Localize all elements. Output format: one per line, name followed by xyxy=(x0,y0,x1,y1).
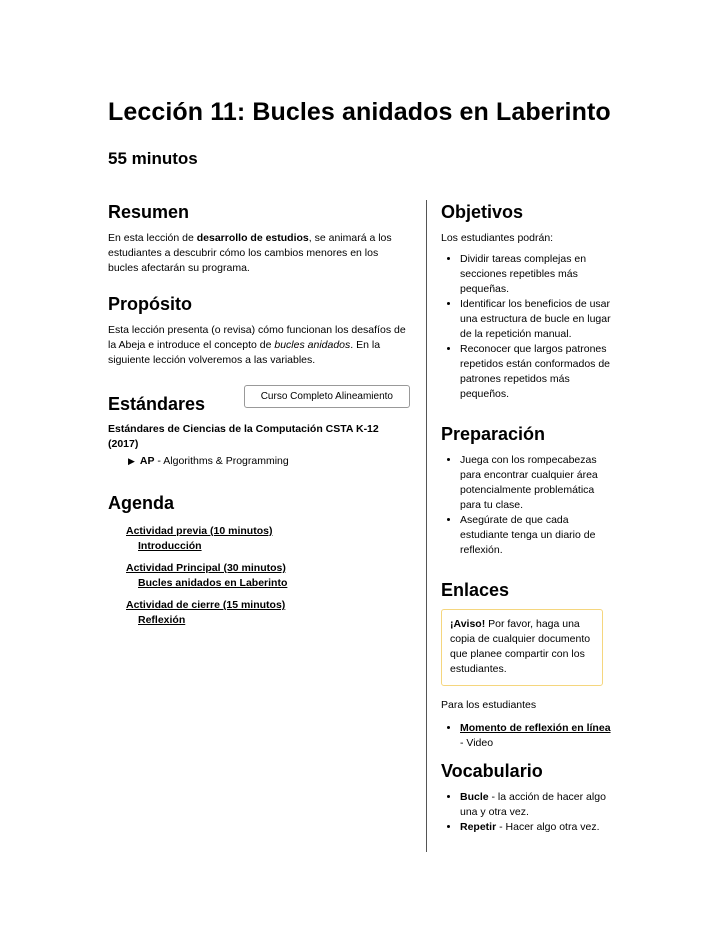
summary-heading: Resumen xyxy=(108,202,190,222)
list-item: • Dividir tareas complejas en secciones repetibles más pequeñas. xyxy=(460,252,611,297)
standards-framework: Estándares de Ciencias de la Computación CSTA K-12 (2017) xyxy=(108,423,379,450)
column-divider xyxy=(426,200,427,852)
list-item: • Asegúrate de que cada estudiante tenga un diario de reflexión. xyxy=(460,513,611,558)
preparation-list xyxy=(441,453,611,558)
purpose-section xyxy=(108,292,410,368)
standards-heading: Estándares xyxy=(108,394,206,414)
purpose-heading: Propósito xyxy=(108,294,192,314)
vocabulary-heading: Vocabulario xyxy=(441,761,543,781)
objectives-list xyxy=(441,252,611,402)
left-column xyxy=(108,200,410,644)
course-alignment-button[interactable]: Curso Completo Alineamiento xyxy=(244,385,410,408)
links-section xyxy=(441,578,611,751)
agenda-block xyxy=(126,524,410,554)
expand-triangle-icon[interactable]: ▶ xyxy=(128,456,135,466)
right-column xyxy=(441,200,611,851)
reflection-video-link[interactable]: Momento de reflexión en línea xyxy=(460,722,611,734)
page-title: Lección 11: Bucles anidados en Laberinto xyxy=(108,98,611,126)
preparation-section xyxy=(441,422,611,558)
notice-box: ¡Aviso! Por favor, haga una copia de cualquier documento que planee compartir con los estudiantes. xyxy=(441,609,603,686)
summary-section xyxy=(108,200,410,276)
for-students-label: Para los estudiantes xyxy=(441,699,537,711)
agenda-sub-link[interactable]: Bucles anidados en Laberinto xyxy=(138,577,288,589)
vocabulary-section xyxy=(441,759,611,835)
lesson-duration: 55 minutos xyxy=(108,149,198,168)
list-item: • Momento de reflexión en línea - Video xyxy=(460,721,611,751)
agenda-section xyxy=(108,491,410,628)
objectives-section xyxy=(441,200,611,402)
list-item: • Repetir - Hacer algo otra vez. xyxy=(460,820,611,835)
objectives-intro: Los estudiantes podrán: xyxy=(441,232,554,244)
agenda-sub-link[interactable]: Reflexión xyxy=(138,614,186,626)
agenda-activity-link[interactable]: Actividad previa (10 minutos) xyxy=(126,525,273,537)
agenda-sub-link[interactable]: Introducción xyxy=(138,540,202,552)
links-heading: Enlaces xyxy=(441,580,510,600)
standards-section xyxy=(108,384,410,469)
agenda-activity-link[interactable]: Actividad Principal (30 minutos) xyxy=(126,562,286,574)
standard-item[interactable]: ▶ AP - Algorithms & Programming xyxy=(128,455,289,467)
list-item: • Reconocer que largos patrones repetidos están conformados de patrones repetidos más pequeños. xyxy=(460,342,611,402)
agenda-block xyxy=(126,561,410,591)
purpose-text: Esta lección presenta (o revisa) cómo funcionan los desafíos de la Abeja e introduce el concepto de bucles anidados. En la siguiente lección volveremos a las variables. xyxy=(108,324,406,366)
summary-text: En esta lección de desarrollo de estudios, se animará a los estudiantes a descubrir cómo los cambios menores en los bucles afectarán su programa. xyxy=(108,232,392,274)
agenda-activity-link[interactable]: Actividad de cierre (15 minutos) xyxy=(126,599,286,611)
list-item: • Juega con los rompecabezas para encontrar cualquier área potencialmente problemática para tu clase. xyxy=(460,453,611,513)
agenda-block xyxy=(126,598,410,628)
objectives-heading: Objetivos xyxy=(441,202,524,222)
vocabulary-list xyxy=(441,790,611,835)
list-item: • Identificar los beneficios de usar una estructura de bucle en lugar de la repetición manual. xyxy=(460,297,611,342)
list-item: • Bucle - la acción de hacer algo una y otra vez. xyxy=(460,790,611,820)
agenda-heading: Agenda xyxy=(108,493,175,513)
links-list xyxy=(441,721,611,751)
preparation-heading: Preparación xyxy=(441,424,546,444)
